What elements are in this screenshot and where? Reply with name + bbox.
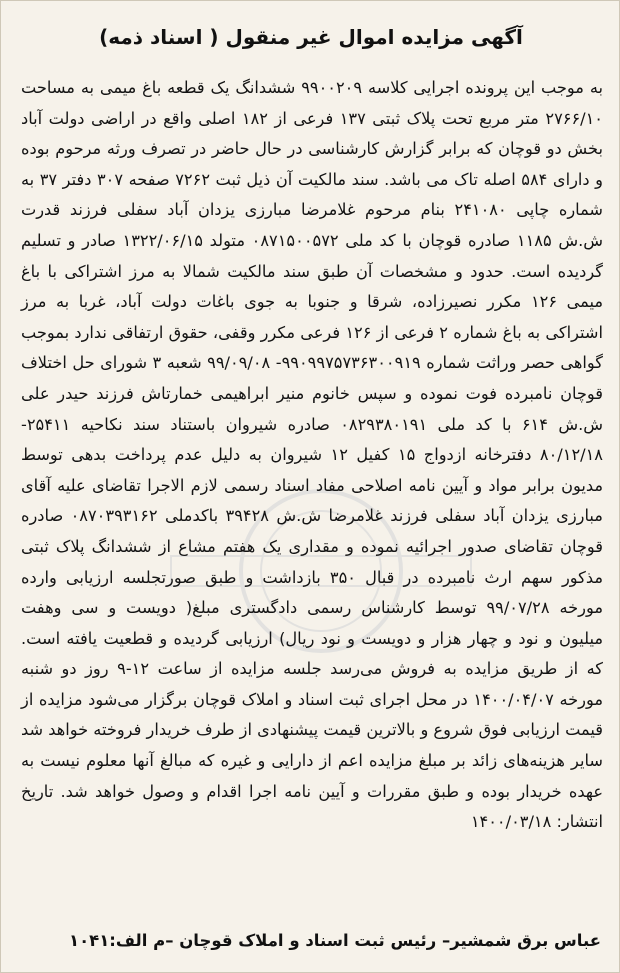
notice-signature: عباس برق شمشیر– رئیس ثبت اسناد و املاک قوچان –م الف:۱۰۴۱ bbox=[69, 931, 601, 950]
notice-title: آگهی مزایده اموال غیر منقول ( اسناد ذمه) bbox=[99, 25, 523, 49]
notice-body: به موجب این پرونده اجرایی کلاسه ۹۹۰۰۲۰۹ ششدانگ یک قطعه باغ میمی به مساحت ۲۷۶۶/۱۰ متر مربع تحت پلاک ثبتی ۱۳۷ فرعی از ۱۸۲ اصلی واقع در اراضی دولت آباد بخش دو قوچان که برابر گزارش کارشناسی در حال حاضر در تصرف ورثه مرحوم بوده و دارای ۵۸۴ اصله تاک می باشد. سند مالکیت آن ذیل ثبت ۷۲۶۲ صفحه ۳۰۷ دفتر ۳۷ به شماره چاپی ۲۴۱۰۸۰ بنام مرحوم غلامرضا مبارزی یزدان آباد سفلی فرزند قدرت ش.ش ۱۱۸۵ صادره قوچان با کد ملی ۰۸۷۱۵۰۰۵۷۲ متولد ۱۳۲۲/۰۶/۱۵ صادر و تسلیم گردیده است. حدود و مشخصات آن طبق سند مالکیت شمالا به مرز اشتراکی با باغ میمی ۱۲۶ مکرر نصیرزاده، شرقا و جنوبا به جوی باغات دولت آباد، غربا به مرز اشتراکی به باغ شماره ۲ فرعی از ۱۲۶ فرعی مکرر وقفی، حقوق ارتفاقی ندارد بموجب گواهی حصر وراثت شماره ۹۹۰۹۹۷۵۷۳۶۳۰۰۹۱۹- ۹۹/۰۹/۰۸ شعبه ۳ شورای حل اختلاف قوچان نامبرده فوت نموده و سپس خانوم منیر ابراهیمی خمارتاش فرزند حیدر علی ش.ش ۶۱۴ با کد ملی ۰۸۲۹۳۸۰۱۹۱ صادره شیروان باستناد سند نکاحیه ۲۵۴۱۱- ۸۰/۱۲/۱۸ دفترخانه ازدواج ۱۵ کفیل ۱۲ شیروان به دلیل عدم پرداخت بدهی توسط مدیون برابر مواد و آیین نامه اصلاحی مفاد اسناد رسمی لازم الاجرا تقاضای علیه آقای مبارزی یزدان آباد سفلی فرزند غلامرضا ش.ش ۳۹۴۲۸ باکدملی ۰۸۷۰۳۹۳۱۶۲ صادره قوچان تقاضای صدور اجرائیه نموده و مقداری یک هفتم مشاع از ششدانگ پلاک ثبتی مذکور سهم ارث نامبرده در قبال ۳۵۰ بازداشت و طبق صورتجلسه ارزیابی وارده مورخه ۹۹/۰۷/۲۸ توسط کارشناس رسمی دادگستری مبلغ( دویست و سی وهفت میلیون و نود و چهار هزار و دویست و نود ریال) ارزیابی گردیده و قطعیت یافته است. که از طریق مزایده به فروش می‌رسد جلسه مزایده از ساعت ۱۲-۹ روز دو شنبه مورخه ۱۴۰۰/۰۴/۰۷ در محل اجرای ثبت اسناد و املاک قوچان برگزار می‌شود مزایده از قیمت ارزیابی فوق شروع و بالاترین قیمت پیشنهادی از طرف خریدار فروخته خواهد شد سایر هزینه‌های زائد بر مبلغ مزایده اعم از دارایی و غیره که مبالغ آنها معلوم نیست به عهده خریدار بوده و طبق مقررات و آیین نامه اجرا اقدام و وصول خواهد شد. تاریخ انتشار: ۱۴۰۰/۰۳/۱۸ bbox=[21, 78, 604, 832]
